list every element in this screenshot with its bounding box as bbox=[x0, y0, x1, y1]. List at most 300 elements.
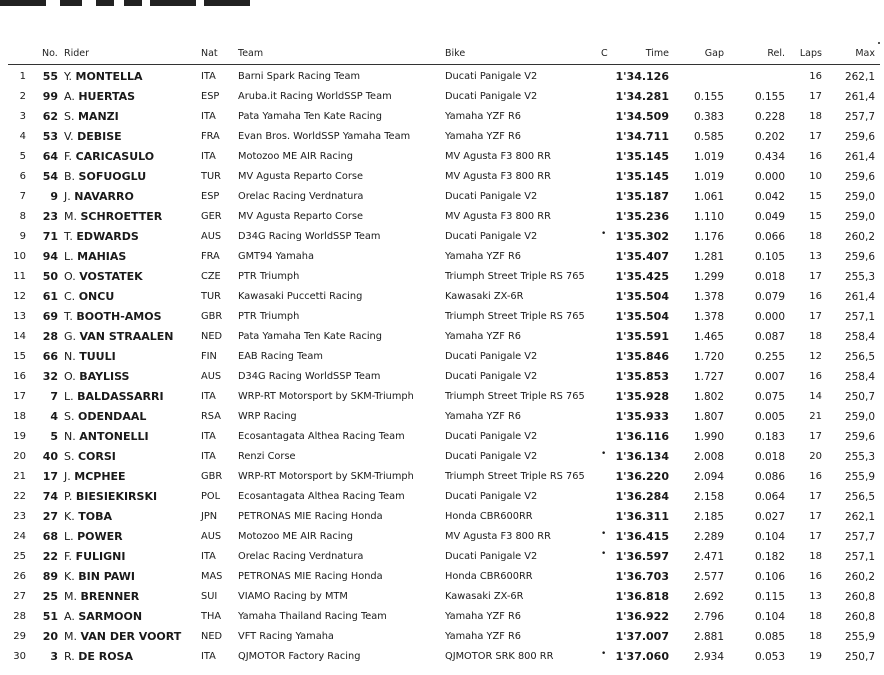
rider-surname: POWER bbox=[77, 530, 123, 543]
max-speed: 255,3 bbox=[844, 271, 875, 283]
rider-initial: S. bbox=[64, 450, 75, 463]
gap-to-leader: 1.378 bbox=[693, 311, 724, 323]
rider-name bbox=[64, 330, 174, 343]
gap-relative: 0.228 bbox=[754, 111, 785, 123]
table-header bbox=[0, 48, 884, 62]
team-name: PTR Triumph bbox=[238, 311, 300, 322]
race-number: 74 bbox=[42, 490, 58, 503]
team-name: Ecosantagata Althea Racing Team bbox=[238, 491, 405, 502]
col-rel: Rel. bbox=[767, 48, 785, 59]
race-number: 20 bbox=[42, 630, 58, 643]
team-name: GMT94 Yamaha bbox=[238, 251, 315, 262]
table-row bbox=[0, 546, 884, 566]
team-name: Motozoo ME AIR Racing bbox=[238, 151, 353, 162]
max-speed: 256,5 bbox=[844, 351, 875, 363]
rider-surname: ODENDAAL bbox=[77, 410, 147, 423]
lap-time: 1'35.933 bbox=[615, 410, 669, 423]
rider-surname: MAHIAS bbox=[77, 250, 127, 263]
rider-initial: J. bbox=[64, 470, 71, 483]
table-row bbox=[0, 126, 884, 146]
lap-time: 1'35.302 bbox=[615, 230, 669, 243]
col-max: Max bbox=[855, 48, 875, 59]
laps-count: 17 bbox=[809, 311, 822, 322]
col-c: C bbox=[601, 48, 608, 59]
position: 17 bbox=[13, 391, 26, 402]
bike-model: Triumph Street Triple RS 765 bbox=[445, 391, 585, 402]
nationality: AUS bbox=[201, 231, 222, 242]
page-edge-mark bbox=[878, 42, 880, 44]
rider-surname: VAN DER VOORT bbox=[80, 630, 182, 643]
nationality: FRA bbox=[201, 251, 220, 262]
max-speed: 259,0 bbox=[844, 191, 875, 203]
rider-surname: TOBA bbox=[78, 510, 112, 523]
race-number: 99 bbox=[42, 90, 58, 103]
laps-count: 16 bbox=[809, 291, 822, 302]
laps-count: 20 bbox=[809, 451, 822, 462]
rider-initial: M. bbox=[64, 630, 77, 643]
rider-name bbox=[64, 570, 135, 583]
nationality: ITA bbox=[201, 151, 216, 162]
lap-time: 1'36.415 bbox=[615, 530, 669, 543]
lap-time: 1'35.407 bbox=[615, 250, 669, 263]
race-number: 9 bbox=[50, 190, 58, 203]
rider-name bbox=[64, 170, 146, 183]
max-speed: 260,8 bbox=[844, 611, 875, 623]
bike-model: MV Agusta F3 800 RR bbox=[445, 531, 551, 542]
table-row bbox=[0, 346, 884, 366]
bike-model: Honda CBR600RR bbox=[445, 511, 533, 522]
laps-count: 13 bbox=[809, 251, 822, 262]
bike-model: QJMOTOR SRK 800 RR bbox=[445, 651, 554, 662]
rider-surname: FULIGNI bbox=[75, 550, 126, 563]
bike-model: Honda CBR600RR bbox=[445, 571, 533, 582]
gap-to-leader: 2.934 bbox=[693, 651, 724, 663]
rider-initial: T. bbox=[64, 230, 73, 243]
rider-surname: ANTONELLI bbox=[79, 430, 149, 443]
race-number: 32 bbox=[42, 370, 58, 383]
laps-count: 12 bbox=[809, 351, 822, 362]
lap-time: 1'34.126 bbox=[615, 70, 669, 83]
gap-relative: 0.042 bbox=[754, 191, 785, 203]
bike-model: Yamaha YZF R6 bbox=[445, 611, 521, 622]
nationality: RSA bbox=[201, 411, 221, 422]
position: 25 bbox=[13, 551, 26, 562]
team-name: D34G Racing WorldSSP Team bbox=[238, 231, 381, 242]
nationality: ITA bbox=[201, 651, 216, 662]
nationality: GER bbox=[201, 211, 222, 222]
nationality: POL bbox=[201, 491, 221, 502]
rider-initial: L. bbox=[64, 390, 74, 403]
rider-name bbox=[64, 530, 123, 543]
team-name: Pata Yamaha Ten Kate Racing bbox=[238, 111, 382, 122]
gap-to-leader: 2.094 bbox=[693, 471, 724, 483]
team-name: MV Agusta Reparto Corse bbox=[238, 211, 364, 222]
bike-model: Yamaha YZF R6 bbox=[445, 331, 521, 342]
bike-model: Kawasaki ZX-6R bbox=[445, 591, 524, 602]
max-speed: 258,4 bbox=[844, 371, 875, 383]
rider-surname: VAN STRAALEN bbox=[79, 330, 174, 343]
position: 10 bbox=[13, 251, 26, 262]
col-laps: Laps bbox=[799, 48, 822, 59]
team-name: D34G Racing WorldSSP Team bbox=[238, 371, 381, 382]
lap-time: 1'35.591 bbox=[615, 330, 669, 343]
rider-initial: T. bbox=[64, 310, 73, 323]
col-rider: Rider bbox=[64, 48, 90, 59]
position: 14 bbox=[13, 331, 26, 342]
lap-time: 1'37.060 bbox=[615, 650, 669, 663]
bike-model: Triumph Street Triple RS 765 bbox=[445, 471, 585, 482]
lap-time: 1'35.236 bbox=[615, 210, 669, 223]
lap-time: 1'36.284 bbox=[615, 490, 669, 503]
rider-surname: HUERTAS bbox=[78, 90, 136, 103]
rider-initial: M. bbox=[64, 590, 77, 603]
team-name: Renzi Corse bbox=[238, 451, 296, 462]
team-name: Motozoo ME AIR Racing bbox=[238, 531, 353, 542]
max-speed: 259,6 bbox=[844, 131, 875, 143]
lap-time: 1'37.007 bbox=[615, 630, 669, 643]
gap-to-leader: 2.158 bbox=[693, 491, 724, 503]
lap-time: 1'35.504 bbox=[615, 310, 669, 323]
gap-to-leader: 2.577 bbox=[693, 571, 724, 583]
rider-surname: DE ROSA bbox=[78, 650, 133, 663]
position: 6 bbox=[19, 171, 26, 182]
nationality: ITA bbox=[201, 111, 216, 122]
compound-marker: • bbox=[601, 649, 607, 659]
lap-time: 1'34.711 bbox=[615, 130, 669, 143]
rider-name bbox=[64, 610, 142, 623]
race-number: 62 bbox=[42, 110, 58, 123]
table-row bbox=[0, 326, 884, 346]
max-speed: 257,7 bbox=[844, 111, 875, 123]
gap-to-leader: 1.465 bbox=[693, 331, 724, 343]
max-speed: 256,5 bbox=[844, 491, 875, 503]
table-row bbox=[0, 66, 884, 86]
nationality: ITA bbox=[201, 71, 216, 82]
rider-initial: L. bbox=[64, 530, 74, 543]
laps-count: 16 bbox=[809, 71, 822, 82]
compound-marker: • bbox=[601, 549, 607, 559]
lap-time: 1'36.818 bbox=[615, 590, 669, 603]
gap-to-leader: 1.807 bbox=[693, 411, 724, 423]
gap-to-leader: 1.727 bbox=[693, 371, 724, 383]
bike-model: Kawasaki ZX-6R bbox=[445, 291, 524, 302]
team-name: VFT Racing Yamaha bbox=[238, 631, 334, 642]
position: 28 bbox=[13, 611, 26, 622]
gap-relative: 0.005 bbox=[754, 411, 785, 423]
max-speed: 255,9 bbox=[844, 471, 875, 483]
laps-count: 17 bbox=[809, 531, 822, 542]
nationality: FRA bbox=[201, 131, 220, 142]
bike-model: Ducati Panigale V2 bbox=[445, 431, 538, 442]
team-name: PETRONAS MIE Racing Honda bbox=[238, 571, 383, 582]
race-number: 55 bbox=[42, 70, 58, 83]
rider-name bbox=[64, 470, 126, 483]
gap-to-leader: 1.802 bbox=[693, 391, 724, 403]
nationality: NED bbox=[201, 631, 223, 642]
gap-relative: 0.104 bbox=[754, 611, 785, 623]
nationality: FIN bbox=[201, 351, 217, 362]
gap-relative: 0.106 bbox=[754, 571, 785, 583]
race-number: 66 bbox=[42, 350, 58, 363]
race-number: 68 bbox=[42, 530, 58, 543]
rider-name bbox=[64, 350, 116, 363]
position: 4 bbox=[19, 131, 26, 142]
rider-surname: TUULI bbox=[79, 350, 116, 363]
rider-surname: MANZI bbox=[77, 110, 119, 123]
rider-initial: O. bbox=[64, 270, 76, 283]
gap-to-leader: 2.796 bbox=[693, 611, 724, 623]
rider-name bbox=[64, 510, 112, 523]
table-row bbox=[0, 306, 884, 326]
team-name: Aruba.it Racing WorldSSP Team bbox=[238, 91, 392, 102]
position: 19 bbox=[13, 431, 26, 442]
max-speed: 261,4 bbox=[844, 291, 875, 303]
rider-name bbox=[64, 630, 181, 643]
race-number: 53 bbox=[42, 130, 58, 143]
race-number: 7 bbox=[50, 390, 58, 403]
bike-model: Yamaha YZF R6 bbox=[445, 631, 521, 642]
rider-initial: F. bbox=[64, 550, 73, 563]
team-name: Pata Yamaha Ten Kate Racing bbox=[238, 331, 382, 342]
table-row bbox=[0, 506, 884, 526]
rider-surname: BALDASSARRI bbox=[77, 390, 164, 403]
team-name: WRP-RT Motorsport by SKM-Triumph bbox=[238, 391, 414, 402]
rider-name bbox=[64, 230, 139, 243]
gap-relative: 0.049 bbox=[754, 211, 785, 223]
gap-to-leader: 2.185 bbox=[693, 511, 724, 523]
nationality: ITA bbox=[201, 451, 216, 462]
col-team: Team bbox=[238, 48, 264, 59]
table-row bbox=[0, 226, 884, 246]
bike-model: Ducati Panigale V2 bbox=[445, 371, 538, 382]
gap-relative: 0.066 bbox=[754, 231, 785, 243]
gap-relative: 0.075 bbox=[754, 391, 785, 403]
table-row bbox=[0, 446, 884, 466]
team-name: PETRONAS MIE Racing Honda bbox=[238, 511, 383, 522]
rider-surname: CARICASULO bbox=[75, 150, 155, 163]
gap-to-leader: 1.299 bbox=[693, 271, 724, 283]
max-speed: 258,4 bbox=[844, 331, 875, 343]
laps-count: 18 bbox=[809, 631, 822, 642]
lap-time: 1'36.597 bbox=[615, 550, 669, 563]
max-speed: 259,0 bbox=[844, 411, 875, 423]
race-number: 4 bbox=[50, 410, 58, 423]
team-name: VIAMO Racing by MTM bbox=[238, 591, 348, 602]
laps-count: 15 bbox=[809, 191, 822, 202]
nationality: NED bbox=[201, 331, 223, 342]
rider-initial: F. bbox=[64, 150, 73, 163]
rider-initial: P. bbox=[64, 490, 73, 503]
position: 20 bbox=[13, 451, 26, 462]
compound-marker: • bbox=[601, 449, 607, 459]
nationality: AUS bbox=[201, 371, 222, 382]
laps-count: 13 bbox=[809, 591, 822, 602]
rider-name bbox=[64, 450, 116, 463]
rider-name bbox=[64, 210, 162, 223]
nationality: TUR bbox=[201, 171, 221, 182]
team-name: QJMOTOR Factory Racing bbox=[238, 651, 361, 662]
rider-initial: G. bbox=[64, 330, 77, 343]
max-speed: 259,0 bbox=[844, 211, 875, 223]
rider-surname: SARMOON bbox=[78, 610, 143, 623]
rider-name bbox=[64, 190, 134, 203]
rider-name bbox=[64, 270, 143, 283]
gap-to-leader: 1.281 bbox=[693, 251, 724, 263]
position: 3 bbox=[19, 111, 26, 122]
position: 29 bbox=[13, 631, 26, 642]
rider-name bbox=[64, 590, 139, 603]
laps-count: 17 bbox=[809, 271, 822, 282]
lap-time: 1'36.116 bbox=[615, 430, 669, 443]
laps-count: 18 bbox=[809, 551, 822, 562]
rider-surname: BRENNER bbox=[80, 590, 140, 603]
max-speed: 259,6 bbox=[844, 431, 875, 443]
gap-relative: 0.086 bbox=[754, 471, 785, 483]
gap-to-leader: 2.289 bbox=[693, 531, 724, 543]
team-name: Yamaha Thailand Racing Team bbox=[238, 611, 387, 622]
rider-name bbox=[64, 490, 157, 503]
max-speed: 260,8 bbox=[844, 591, 875, 603]
gap-relative: 0.104 bbox=[754, 531, 785, 543]
table-row bbox=[0, 606, 884, 626]
table-row bbox=[0, 586, 884, 606]
gap-relative: 0.105 bbox=[754, 251, 785, 263]
max-speed: 260,2 bbox=[844, 571, 875, 583]
col-bike: Bike bbox=[445, 48, 466, 59]
race-number: 40 bbox=[42, 450, 58, 463]
gap-to-leader: 2.881 bbox=[693, 631, 724, 643]
rider-name bbox=[64, 410, 146, 423]
lap-time: 1'34.281 bbox=[615, 90, 669, 103]
rider-surname: MONTELLA bbox=[75, 70, 143, 83]
bike-model: Yamaha YZF R6 bbox=[445, 251, 521, 262]
team-name: WRP-RT Motorsport by SKM-Triumph bbox=[238, 471, 414, 482]
rider-initial: K. bbox=[64, 510, 75, 523]
rider-name bbox=[64, 130, 122, 143]
bike-model: Triumph Street Triple RS 765 bbox=[445, 311, 585, 322]
compound-marker: • bbox=[601, 229, 607, 239]
rider-initial: S. bbox=[64, 410, 75, 423]
nationality: AUS bbox=[201, 531, 222, 542]
rider-initial: C. bbox=[64, 290, 76, 303]
rider-name bbox=[64, 310, 162, 323]
race-number: 17 bbox=[42, 470, 58, 483]
col-no: No. bbox=[42, 48, 58, 59]
lap-time: 1'35.187 bbox=[615, 190, 669, 203]
position: 1 bbox=[19, 71, 26, 82]
bike-model: Triumph Street Triple RS 765 bbox=[445, 271, 585, 282]
position: 9 bbox=[19, 231, 26, 242]
gap-relative: 0.434 bbox=[754, 151, 785, 163]
gap-to-leader: 1.019 bbox=[693, 151, 724, 163]
race-number: 28 bbox=[42, 330, 58, 343]
rider-surname: EDWARDS bbox=[76, 230, 139, 243]
rider-name bbox=[64, 390, 164, 403]
table-row bbox=[0, 246, 884, 266]
laps-count: 17 bbox=[809, 131, 822, 142]
max-speed: 257,1 bbox=[844, 551, 875, 563]
lap-time: 1'35.846 bbox=[615, 350, 669, 363]
table-row bbox=[0, 206, 884, 226]
race-number: 61 bbox=[42, 290, 58, 303]
col-gap: Gap bbox=[704, 48, 724, 59]
gap-relative: 0.079 bbox=[754, 291, 785, 303]
rider-initial: B. bbox=[64, 170, 76, 183]
position: 18 bbox=[13, 411, 26, 422]
rider-surname: CORSI bbox=[77, 450, 116, 463]
nationality: CZE bbox=[201, 271, 221, 282]
gap-relative: 0.007 bbox=[754, 371, 785, 383]
laps-count: 18 bbox=[809, 611, 822, 622]
rider-name bbox=[64, 150, 154, 163]
rider-initial: A. bbox=[64, 610, 75, 623]
rider-initial: J. bbox=[64, 190, 71, 203]
gap-to-leader: 0.585 bbox=[693, 131, 724, 143]
max-speed: 262,1 bbox=[844, 511, 875, 523]
gap-to-leader: 0.383 bbox=[693, 111, 724, 123]
max-speed: 255,9 bbox=[844, 631, 875, 643]
gap-to-leader: 1.990 bbox=[693, 431, 724, 443]
gap-to-leader: 2.692 bbox=[693, 591, 724, 603]
nationality: GBR bbox=[201, 471, 223, 482]
nationality: JPN bbox=[201, 511, 218, 522]
race-number: 89 bbox=[42, 570, 58, 583]
race-number: 5 bbox=[50, 430, 58, 443]
gap-to-leader: 1.061 bbox=[693, 191, 724, 203]
gap-to-leader: 0.155 bbox=[693, 91, 724, 103]
cropped-title bbox=[0, 0, 260, 6]
max-speed: 262,1 bbox=[844, 71, 875, 83]
position: 21 bbox=[13, 471, 26, 482]
max-speed: 250,7 bbox=[844, 391, 875, 403]
gap-relative: 0.000 bbox=[754, 311, 785, 323]
lap-time: 1'35.504 bbox=[615, 290, 669, 303]
rider-initial: S. bbox=[64, 110, 75, 123]
table-row bbox=[0, 646, 884, 666]
rider-surname: ONCU bbox=[78, 290, 115, 303]
rider-name bbox=[64, 70, 143, 83]
rider-initial: M. bbox=[64, 210, 77, 223]
rider-initial: O. bbox=[64, 370, 76, 383]
gap-relative: 0.115 bbox=[754, 591, 785, 603]
rider-initial: V. bbox=[64, 130, 74, 143]
max-speed: 259,6 bbox=[844, 171, 875, 183]
laps-count: 17 bbox=[809, 491, 822, 502]
laps-count: 16 bbox=[809, 571, 822, 582]
lap-time: 1'36.311 bbox=[615, 510, 669, 523]
race-number: 54 bbox=[42, 170, 58, 183]
gap-relative: 0.182 bbox=[754, 551, 785, 563]
table-row bbox=[0, 286, 884, 306]
bike-model: Ducati Panigale V2 bbox=[445, 451, 538, 462]
position: 5 bbox=[19, 151, 26, 162]
position: 24 bbox=[13, 531, 26, 542]
bike-model: MV Agusta F3 800 RR bbox=[445, 171, 551, 182]
bike-model: Ducati Panigale V2 bbox=[445, 491, 538, 502]
gap-relative: 0.085 bbox=[754, 631, 785, 643]
bike-model: Ducati Panigale V2 bbox=[445, 91, 538, 102]
position: 2 bbox=[19, 91, 26, 102]
race-number: 27 bbox=[42, 510, 58, 523]
race-number: 22 bbox=[42, 550, 58, 563]
rider-surname: BOOTH-AMOS bbox=[76, 310, 162, 323]
rider-name bbox=[64, 550, 125, 563]
team-name: Orelac Racing Verdnatura bbox=[238, 191, 364, 202]
laps-count: 18 bbox=[809, 331, 822, 342]
bike-model: Ducati Panigale V2 bbox=[445, 231, 538, 242]
bike-model: Yamaha YZF R6 bbox=[445, 411, 521, 422]
nationality: ITA bbox=[201, 551, 216, 562]
